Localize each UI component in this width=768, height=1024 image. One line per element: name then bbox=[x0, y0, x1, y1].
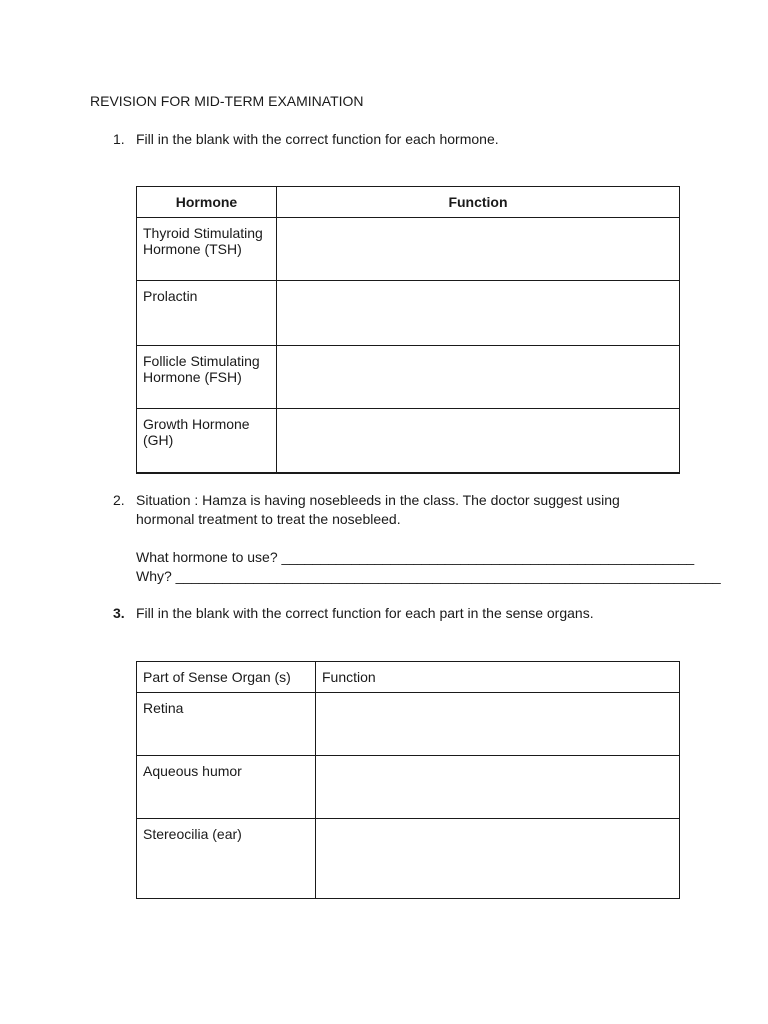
column-header-function: Function bbox=[277, 187, 680, 218]
function-blank-cell[interactable] bbox=[277, 346, 680, 409]
column-header-part: Part of Sense Organ (s) bbox=[137, 662, 316, 693]
table-row bbox=[137, 281, 680, 346]
function-blank-cell[interactable] bbox=[277, 281, 680, 346]
page-title: REVISION FOR MID-TERM EXAMINATION bbox=[90, 93, 364, 109]
hormone-cell: Growth Hormone (GH) bbox=[137, 409, 277, 473]
function-blank-cell[interactable] bbox=[316, 693, 680, 756]
table-row bbox=[137, 756, 680, 819]
table-row bbox=[137, 819, 680, 899]
function-blank-cell[interactable] bbox=[277, 409, 680, 473]
function-blank-cell[interactable] bbox=[277, 218, 680, 281]
table-row bbox=[137, 346, 680, 409]
hormone-cell: Follicle Stimulating Hormone (FSH) bbox=[137, 346, 277, 409]
table-row bbox=[137, 218, 680, 281]
answer-line-hormone[interactable]: What hormone to use? _____________________________________________________ bbox=[136, 549, 695, 565]
part-cell: Retina bbox=[137, 693, 316, 756]
hormone-table bbox=[136, 186, 680, 474]
question-number: 1. bbox=[113, 131, 125, 147]
hormone-cell: Thyroid Stimulating Hormone (TSH) bbox=[137, 218, 277, 281]
column-header-function: Function bbox=[316, 662, 680, 693]
function-blank-cell[interactable] bbox=[316, 819, 680, 899]
question-number: 2. bbox=[113, 492, 125, 508]
question-number: 3. bbox=[113, 605, 125, 621]
part-cell: Stereocilia (ear) bbox=[137, 819, 316, 899]
table-row bbox=[137, 693, 680, 756]
question-text: Fill in the blank with the correct function for each hormone. bbox=[136, 131, 499, 147]
part-cell: Aqueous humor bbox=[137, 756, 316, 819]
table-row bbox=[137, 409, 680, 473]
question-text: Situation : Hamza is having nosebleeds in the class. The doctor suggest using hormonal treatment to treat the nosebleed. bbox=[136, 492, 620, 527]
answer-line-why[interactable]: Why? ______________________________________________________________________ bbox=[136, 568, 721, 584]
hormone-cell: Prolactin bbox=[137, 281, 277, 346]
sense-organ-table bbox=[136, 661, 680, 899]
question-3 bbox=[113, 604, 681, 623]
table-header-row bbox=[137, 662, 680, 693]
question-2 bbox=[113, 491, 681, 529]
question-1 bbox=[113, 130, 681, 149]
table-header-row bbox=[137, 187, 680, 218]
column-header-hormone: Hormone bbox=[137, 187, 277, 218]
question-text: Fill in the blank with the correct function for each part in the sense organs. bbox=[136, 605, 594, 621]
function-blank-cell[interactable] bbox=[316, 756, 680, 819]
